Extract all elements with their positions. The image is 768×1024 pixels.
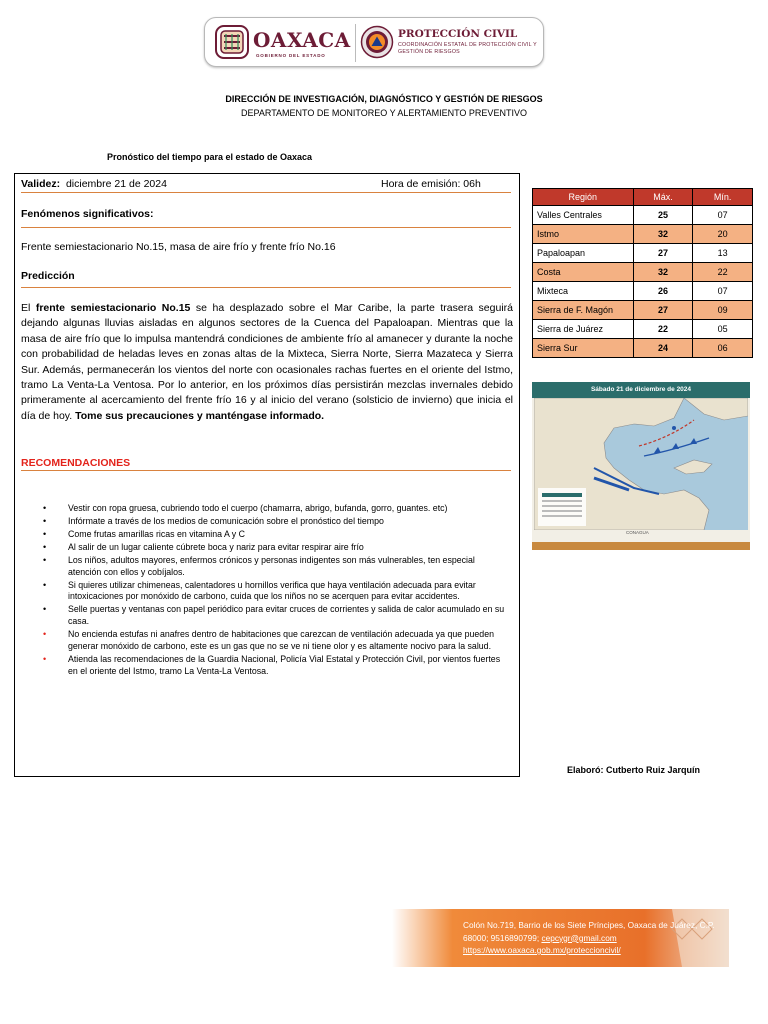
region-cell: Sierra de Juárez — [533, 320, 634, 339]
divider — [21, 227, 511, 228]
recommendations-list — [43, 503, 508, 679]
max-cell: 24 — [633, 339, 693, 358]
max-cell: 22 — [633, 320, 693, 339]
civil-protection-subtitle: COORDINACIÓN ESTATAL DE PROTECCIÓN CIVIL Y GESTIÓN DE RIESGOS — [398, 42, 537, 55]
column-header-region: Región — [533, 189, 634, 206]
list-item: • Infórmate a través de los medios de comunicación sobre el pronóstico del tiempo — [43, 516, 384, 526]
max-cell: 32 — [633, 225, 693, 244]
logo-divider — [355, 24, 356, 62]
list-item: • Los niños, adultos mayores, enfermos crónicos y personas indigentes son más vulnerables, ten especial atención con ellos y cobíjalos. — [43, 555, 475, 577]
list-item: • Atienda las recomendaciones de la Guardia Nacional, Policía Vial Estatal y Protección Civil, por vientos fuertes en el oriente del Istmo, tramo La Venta-La Ventosa. — [43, 653, 501, 676]
oaxaca-seal-icon — [215, 25, 249, 59]
validity-date: diciembre 21 de 2024 — [65, 178, 167, 190]
column-header-max: Máx. — [633, 189, 693, 206]
bulletin-box — [14, 173, 520, 777]
list-item: • No encienda estufas ni anafres dentro de habitaciones que carezcan de ventilación adecuada ya que pueden generar monóxido de carbono, este es un gas que no se ve ni tiene olor y es altamente nocivo para la salud. — [43, 629, 494, 651]
min-cell: 09 — [693, 301, 753, 320]
region-cell: Valles Centrales — [533, 206, 634, 225]
min-cell: 20 — [693, 225, 753, 244]
region-cell: Costa — [533, 263, 634, 282]
phenomena-text: Frente semiestacionario No.15, masa de aire frío y frente frío No.16 — [21, 241, 336, 253]
region-cell: Sierra de F. Magón — [533, 301, 634, 320]
table-row — [533, 225, 753, 244]
region-cell: Sierra Sur — [533, 339, 634, 358]
list-item: • Selle puertas y ventanas con papel periódico para evitar cruces de corrientes y salida de calor acumulado en su casa. — [43, 604, 505, 627]
list-item: • Vestir con ropa gruesa, cubriendo todo el cuerpo (chamarra, abrigo, bufanda, gorro, guantes. etc) — [43, 503, 448, 513]
table-row — [533, 244, 753, 263]
oaxaca-subtitle: GOBIERNO DEL ESTADO — [256, 53, 326, 58]
prediction-heading: Predicción — [21, 270, 75, 282]
region-cell: Istmo — [533, 225, 634, 244]
max-cell: 25 — [633, 206, 693, 225]
footer-contact — [463, 919, 733, 957]
civil-protection-seal-icon — [360, 25, 394, 59]
direction-title: DIRECCIÓN DE INVESTIGACIÓN, DIAGNÓSTICO Y GESTIÓN DE RIESGOS — [225, 94, 543, 104]
divider — [21, 470, 511, 471]
region-cell: Papaloapan — [533, 244, 634, 263]
max-cell: 27 — [633, 301, 693, 320]
max-cell: 27 — [633, 244, 693, 263]
min-cell: 07 — [693, 206, 753, 225]
validity-row — [21, 178, 511, 190]
validity-label: Validez: — [21, 178, 61, 190]
table-row — [533, 320, 753, 339]
table-row — [533, 282, 753, 301]
phenomena-heading: Fenómenos significativos: — [21, 208, 154, 220]
weather-map — [532, 382, 750, 550]
map-credit: CONAGUA — [626, 530, 649, 535]
oaxaca-wordmark: OAXACA — [253, 28, 351, 52]
table-row — [533, 339, 753, 358]
min-cell: 07 — [693, 282, 753, 301]
table-row — [533, 301, 753, 320]
header-logo — [204, 17, 544, 67]
divider — [21, 287, 511, 288]
table-header-row — [533, 189, 753, 206]
footer-email-link[interactable]: cepcygr@gmail.com — [541, 932, 617, 943]
list-item: • Al salir de un lugar caliente cúbrete boca y nariz para evitar respirar aire frío — [43, 542, 364, 552]
footer-website-link[interactable]: https://www.oaxaca.gob.mx/proteccioncivil/ — [463, 945, 621, 955]
region-cell: Mixteca — [533, 282, 634, 301]
max-cell: 26 — [633, 282, 693, 301]
list-item: • Si quieres utilizar chimeneas, calentadores u hornillos verifica que haya ventilación adecuada para evitar intoxicaciones por monóxido de carbono, cuida que los niños no se acerquen para evitar accidentes. — [43, 579, 476, 602]
min-cell: 22 — [693, 263, 753, 282]
list-item: • Come frutas amarillas ricas en vitamina A y C — [43, 529, 245, 539]
map-footer-bar — [532, 542, 750, 550]
min-cell: 05 — [693, 320, 753, 339]
divider — [21, 192, 511, 193]
min-cell: 13 — [693, 244, 753, 263]
author-signature: Elaboró: Cutberto Ruiz Jarquín — [567, 765, 701, 775]
forecast-title: Pronóstico del tiempo para el estado de Oaxaca — [107, 152, 313, 162]
map-title: Sábado 21 de diciembre de 2024 — [532, 382, 750, 398]
weather-map-image — [534, 398, 748, 530]
recommendations-heading: RECOMENDACIONES — [21, 457, 131, 469]
table-row — [533, 263, 753, 282]
footer-address: Colón No.719, Barrio de los Siete Príncipes, Oaxaca de Juárez, C.P. 68000; 9516890799; — [463, 920, 715, 943]
table-row — [533, 206, 753, 225]
civil-protection-title: PROTECCIÓN CIVIL — [398, 28, 518, 40]
temperature-table — [532, 188, 753, 358]
column-header-min: Mín. — [693, 189, 753, 206]
max-cell: 32 — [633, 263, 693, 282]
emission-time: Hora de emisión: 06h — [381, 178, 481, 190]
department-title: DEPARTAMENTO DE MONITOREO Y ALERTAMIENTO PREVENTIVO — [241, 108, 527, 118]
prediction-text: El frente semiestacionario No.15 se ha desplazado sobre el Mar Caribe, la parte trasera seguirá dejando algunas lluvias aisladas en algunos sectores de la Cuenca del Papaloapan. Mientras que la masa de aire frío que lo impulsa mantendrá condiciones de ambiente frío al amanecer y durante la noche con probabilidad de heladas leves en zonas altas de la Mixteca, Sierra Norte, Sierra Mazateca y Sierra Sur. Además, permanecerán los vientos del norte con ocasionales rachas fuertes en el oriente del Istmo, tramo La Venta-La Ventosa. Por lo anterior, en los próximos días persistirán mezclas invernales debido primeramente al acercamiento del frente frío 16 y al inicio del verano (solsticio de invierno) que inicia el día de hoy. Tome sus precauciones y manténgase informado. — [21, 302, 513, 422]
min-cell: 06 — [693, 339, 753, 358]
